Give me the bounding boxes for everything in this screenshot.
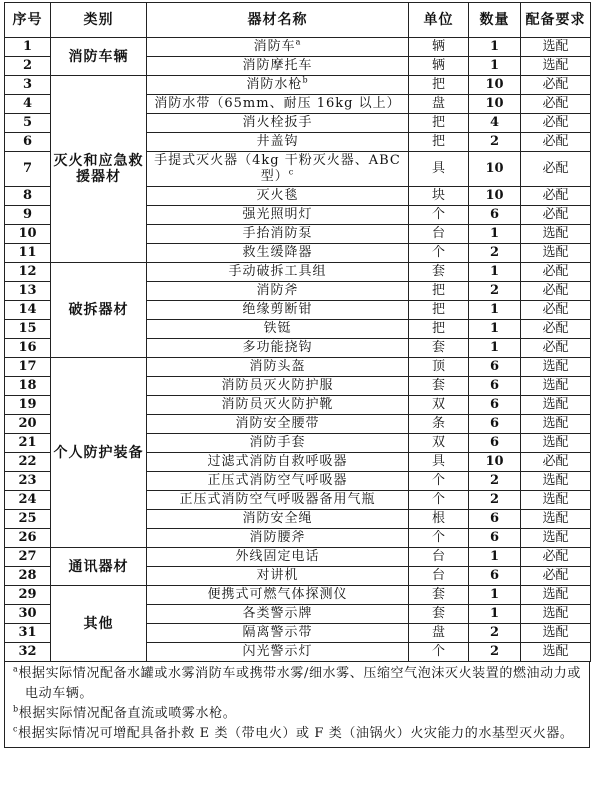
row-requirement: 必配 [521, 263, 591, 282]
equipment-name-text: 消防头盔 [249, 359, 306, 374]
equipment-name-text: 手提式灭火器（4kg 干粉灭火器、ABC 型） [154, 153, 401, 184]
row-quantity: 1 [469, 225, 521, 244]
equipment-name-text: 对讲机 [256, 568, 299, 583]
row-requirement: 选配 [521, 415, 591, 434]
row-quantity: 10 [469, 187, 521, 206]
row-index: 10 [5, 225, 51, 244]
row-quantity: 10 [469, 95, 521, 114]
row-unit: 台 [409, 548, 469, 567]
row-equipment-name [147, 95, 409, 114]
row-index: 7 [5, 152, 51, 187]
row-equipment-name [147, 472, 409, 491]
row-requirement: 必配 [521, 548, 591, 567]
row-equipment-name [147, 453, 409, 472]
row-unit: 把 [409, 320, 469, 339]
row-unit: 把 [409, 114, 469, 133]
row-index: 25 [5, 510, 51, 529]
footnote-reference: c [288, 167, 295, 177]
header-index: 序号 [5, 3, 51, 38]
row-index: 9 [5, 206, 51, 225]
footnote-c-mark: c [13, 724, 19, 734]
table-row [5, 76, 591, 95]
row-quantity: 1 [469, 38, 521, 57]
equipment-name-text: 正压式消防空气呼吸器备用气瓶 [179, 492, 376, 507]
row-quantity: 6 [469, 567, 521, 586]
row-quantity: 6 [469, 377, 521, 396]
row-index: 13 [5, 282, 51, 301]
row-equipment-name [147, 301, 409, 320]
row-unit: 把 [409, 133, 469, 152]
row-quantity: 6 [469, 529, 521, 548]
equipment-name-text: 消防水枪 [246, 77, 303, 92]
row-quantity: 2 [469, 472, 521, 491]
row-quantity: 1 [469, 548, 521, 567]
row-equipment-name [147, 529, 409, 548]
row-equipment-name [147, 225, 409, 244]
row-equipment-name [147, 358, 409, 377]
footnote-c [13, 724, 581, 744]
row-quantity: 1 [469, 301, 521, 320]
row-equipment-name [147, 152, 409, 187]
row-requirement: 选配 [521, 377, 591, 396]
row-index: 14 [5, 301, 51, 320]
row-requirement: 选配 [521, 358, 591, 377]
row-requirement: 选配 [521, 529, 591, 548]
row-unit: 盘 [409, 624, 469, 643]
equipment-name-text: 消防水带（65mm、耐压 16kg 以上） [154, 96, 401, 111]
row-equipment-name [147, 643, 409, 662]
row-requirement: 选配 [521, 624, 591, 643]
row-category: 个人防护装备 [51, 358, 147, 548]
header-requirement: 配备要求 [521, 3, 591, 38]
row-category: 破拆器材 [51, 263, 147, 358]
footnote-reference: b [302, 75, 309, 85]
row-category: 通讯器材 [51, 548, 147, 586]
row-unit: 双 [409, 396, 469, 415]
row-unit: 个 [409, 244, 469, 263]
row-equipment-name [147, 434, 409, 453]
equipment-name-text: 铁铤 [263, 321, 292, 336]
table-row [5, 586, 591, 605]
row-quantity: 2 [469, 282, 521, 301]
row-requirement: 必配 [521, 339, 591, 358]
row-index: 16 [5, 339, 51, 358]
footnote-a-continued: 电动车辆。 [25, 686, 94, 701]
row-equipment-name [147, 624, 409, 643]
row-equipment-name [147, 114, 409, 133]
row-requirement: 选配 [521, 38, 591, 57]
row-equipment-name [147, 244, 409, 263]
row-unit: 块 [409, 187, 469, 206]
footnote-b-text: 根据实际情况配备直流或喷雾水枪。 [18, 706, 237, 721]
table-row [5, 548, 591, 567]
row-requirement: 选配 [521, 434, 591, 453]
row-quantity: 1 [469, 57, 521, 76]
row-quantity: 4 [469, 114, 521, 133]
row-quantity: 6 [469, 415, 521, 434]
row-category: 其他 [51, 586, 147, 662]
row-requirement: 选配 [521, 643, 591, 662]
equipment-name-text: 消防员灭火防护靴 [221, 397, 334, 412]
row-unit: 把 [409, 76, 469, 95]
row-index: 22 [5, 453, 51, 472]
row-requirement: 选配 [521, 396, 591, 415]
row-unit: 根 [409, 510, 469, 529]
row-unit: 个 [409, 472, 469, 491]
row-requirement: 选配 [521, 586, 591, 605]
row-unit: 套 [409, 377, 469, 396]
row-category: 灭火和应急救援器材 [51, 76, 147, 263]
footnote-a [13, 664, 581, 684]
row-unit: 辆 [409, 57, 469, 76]
row-unit: 套 [409, 263, 469, 282]
row-quantity: 10 [469, 76, 521, 95]
row-requirement: 选配 [521, 57, 591, 76]
row-index: 15 [5, 320, 51, 339]
row-unit: 个 [409, 491, 469, 510]
row-quantity: 10 [469, 453, 521, 472]
equipment-name-text: 各类警示牌 [242, 606, 313, 621]
row-quantity: 2 [469, 244, 521, 263]
row-quantity: 1 [469, 586, 521, 605]
row-index: 31 [5, 624, 51, 643]
row-requirement: 选配 [521, 605, 591, 624]
row-unit: 台 [409, 225, 469, 244]
equipment-name-text: 灭火毯 [256, 188, 299, 203]
row-requirement: 选配 [521, 510, 591, 529]
row-index: 24 [5, 491, 51, 510]
row-unit: 套 [409, 339, 469, 358]
row-unit: 台 [409, 567, 469, 586]
row-index: 19 [5, 396, 51, 415]
row-index: 26 [5, 529, 51, 548]
equipment-name-text: 强光照明灯 [242, 207, 313, 222]
equipment-name-text: 消火栓扳手 [242, 115, 313, 130]
row-quantity: 1 [469, 339, 521, 358]
row-quantity: 2 [469, 624, 521, 643]
equipment-name-text: 隔离警示带 [242, 625, 313, 640]
footnotes [4, 662, 590, 748]
row-quantity: 10 [469, 152, 521, 187]
row-index: 17 [5, 358, 51, 377]
footnote-c-text: 根据实际情况可增配具备扑救 E 类（带电火）或 F 类（油锅火）火灾能力的水基型灭火器。 [18, 726, 574, 741]
row-quantity: 1 [469, 605, 521, 624]
row-equipment-name [147, 320, 409, 339]
row-equipment-name [147, 586, 409, 605]
row-unit: 辆 [409, 38, 469, 57]
row-requirement: 选配 [521, 225, 591, 244]
equipment-name-text: 消防安全绳 [242, 511, 313, 526]
row-unit: 个 [409, 206, 469, 225]
row-unit: 把 [409, 282, 469, 301]
table-row [5, 263, 591, 282]
row-unit: 具 [409, 152, 469, 187]
row-index: 27 [5, 548, 51, 567]
equipment-name-text: 救生缓降器 [242, 245, 313, 260]
row-index: 3 [5, 76, 51, 95]
row-quantity: 2 [469, 643, 521, 662]
equipment-name-text: 便携式可燃气体探测仪 [207, 587, 348, 602]
footnote-reference: a [295, 37, 302, 47]
row-quantity: 6 [469, 206, 521, 225]
row-equipment-name [147, 57, 409, 76]
row-requirement: 选配 [521, 472, 591, 491]
row-requirement: 选配 [521, 244, 591, 263]
equipment-name-text: 消防斧 [256, 283, 299, 298]
row-equipment-name [147, 339, 409, 358]
row-requirement: 必配 [521, 453, 591, 472]
equipment-name-text: 闪光警示灯 [242, 644, 313, 659]
equipment-name-text: 过滤式消防自救呼吸器 [207, 454, 348, 469]
row-unit: 盘 [409, 95, 469, 114]
row-quantity: 6 [469, 396, 521, 415]
row-unit: 顶 [409, 358, 469, 377]
row-equipment-name [147, 605, 409, 624]
equipment-name-text: 消防手套 [249, 435, 306, 450]
row-quantity: 6 [469, 358, 521, 377]
table-header-row [5, 3, 591, 38]
row-requirement: 必配 [521, 76, 591, 95]
row-index: 29 [5, 586, 51, 605]
row-unit: 套 [409, 586, 469, 605]
equipment-name-text: 消防安全腰带 [235, 416, 320, 431]
row-requirement: 必配 [521, 133, 591, 152]
table-row [5, 358, 591, 377]
row-unit: 具 [409, 453, 469, 472]
row-index: 21 [5, 434, 51, 453]
row-index: 2 [5, 57, 51, 76]
row-index: 11 [5, 244, 51, 263]
row-equipment-name [147, 491, 409, 510]
equipment-name-text: 外线固定电话 [235, 549, 320, 564]
row-unit: 双 [409, 434, 469, 453]
row-equipment-name [147, 133, 409, 152]
row-equipment-name [147, 38, 409, 57]
row-unit: 个 [409, 643, 469, 662]
row-requirement: 必配 [521, 320, 591, 339]
row-index: 28 [5, 567, 51, 586]
row-index: 30 [5, 605, 51, 624]
header-unit: 单位 [409, 3, 469, 38]
header-quantity: 数量 [469, 3, 521, 38]
row-equipment-name [147, 510, 409, 529]
row-equipment-name [147, 548, 409, 567]
row-unit: 把 [409, 301, 469, 320]
row-equipment-name [147, 415, 409, 434]
row-index: 20 [5, 415, 51, 434]
row-requirement: 必配 [521, 282, 591, 301]
document-page [4, 2, 590, 748]
header-category: 类别 [51, 3, 147, 38]
equipment-name-text: 手抬消防泵 [242, 226, 313, 241]
row-equipment-name [147, 282, 409, 301]
row-requirement: 选配 [521, 491, 591, 510]
footnote-b [13, 704, 581, 724]
row-index: 1 [5, 38, 51, 57]
row-requirement: 必配 [521, 114, 591, 133]
row-index: 18 [5, 377, 51, 396]
row-quantity: 1 [469, 263, 521, 282]
header-name: 器材名称 [147, 3, 409, 38]
row-index: 4 [5, 95, 51, 114]
row-equipment-name [147, 567, 409, 586]
row-requirement: 必配 [521, 152, 591, 187]
row-index: 32 [5, 643, 51, 662]
row-requirement: 必配 [521, 301, 591, 320]
equipment-name-text: 绝缘剪断钳 [242, 302, 313, 317]
row-index: 8 [5, 187, 51, 206]
row-requirement: 必配 [521, 187, 591, 206]
row-quantity: 1 [469, 320, 521, 339]
equipment-name-text: 多功能挠钩 [242, 340, 313, 355]
equipment-name-text: 正压式消防空气呼吸器 [207, 473, 348, 488]
row-unit: 个 [409, 529, 469, 548]
row-quantity: 2 [469, 133, 521, 152]
footnote-a-mark: a [13, 664, 19, 674]
table-row [5, 38, 591, 57]
row-equipment-name [147, 206, 409, 225]
row-requirement: 必配 [521, 95, 591, 114]
row-equipment-name [147, 263, 409, 282]
equipment-name-text: 手动破拆工具组 [228, 264, 327, 279]
equipment-table [4, 2, 591, 662]
equipment-name-text: 消防腰斧 [249, 530, 306, 545]
row-requirement: 必配 [521, 206, 591, 225]
row-equipment-name [147, 187, 409, 206]
row-quantity: 6 [469, 510, 521, 529]
row-category: 消防车辆 [51, 38, 147, 76]
row-equipment-name [147, 396, 409, 415]
row-quantity: 6 [469, 434, 521, 453]
row-unit: 套 [409, 605, 469, 624]
row-equipment-name [147, 76, 409, 95]
footnote-a-text: 根据实际情况配备水罐或水雾消防车或携带水雾/细水雾、压缩空气泡沫灭火装置的燃油动力或 [18, 666, 581, 681]
row-index: 6 [5, 133, 51, 152]
row-equipment-name [147, 377, 409, 396]
row-unit: 条 [409, 415, 469, 434]
equipment-name-text: 消防员灭火防护服 [221, 378, 334, 393]
table-body [5, 38, 591, 662]
equipment-name-text: 消防车 [253, 39, 296, 54]
row-index: 12 [5, 263, 51, 282]
row-index: 5 [5, 114, 51, 133]
equipment-name-text: 消防摩托车 [242, 58, 313, 73]
footnote-b-mark: b [13, 704, 19, 714]
row-index: 23 [5, 472, 51, 491]
equipment-name-text: 井盖钩 [256, 134, 299, 149]
row-requirement: 必配 [521, 567, 591, 586]
row-quantity: 2 [469, 491, 521, 510]
